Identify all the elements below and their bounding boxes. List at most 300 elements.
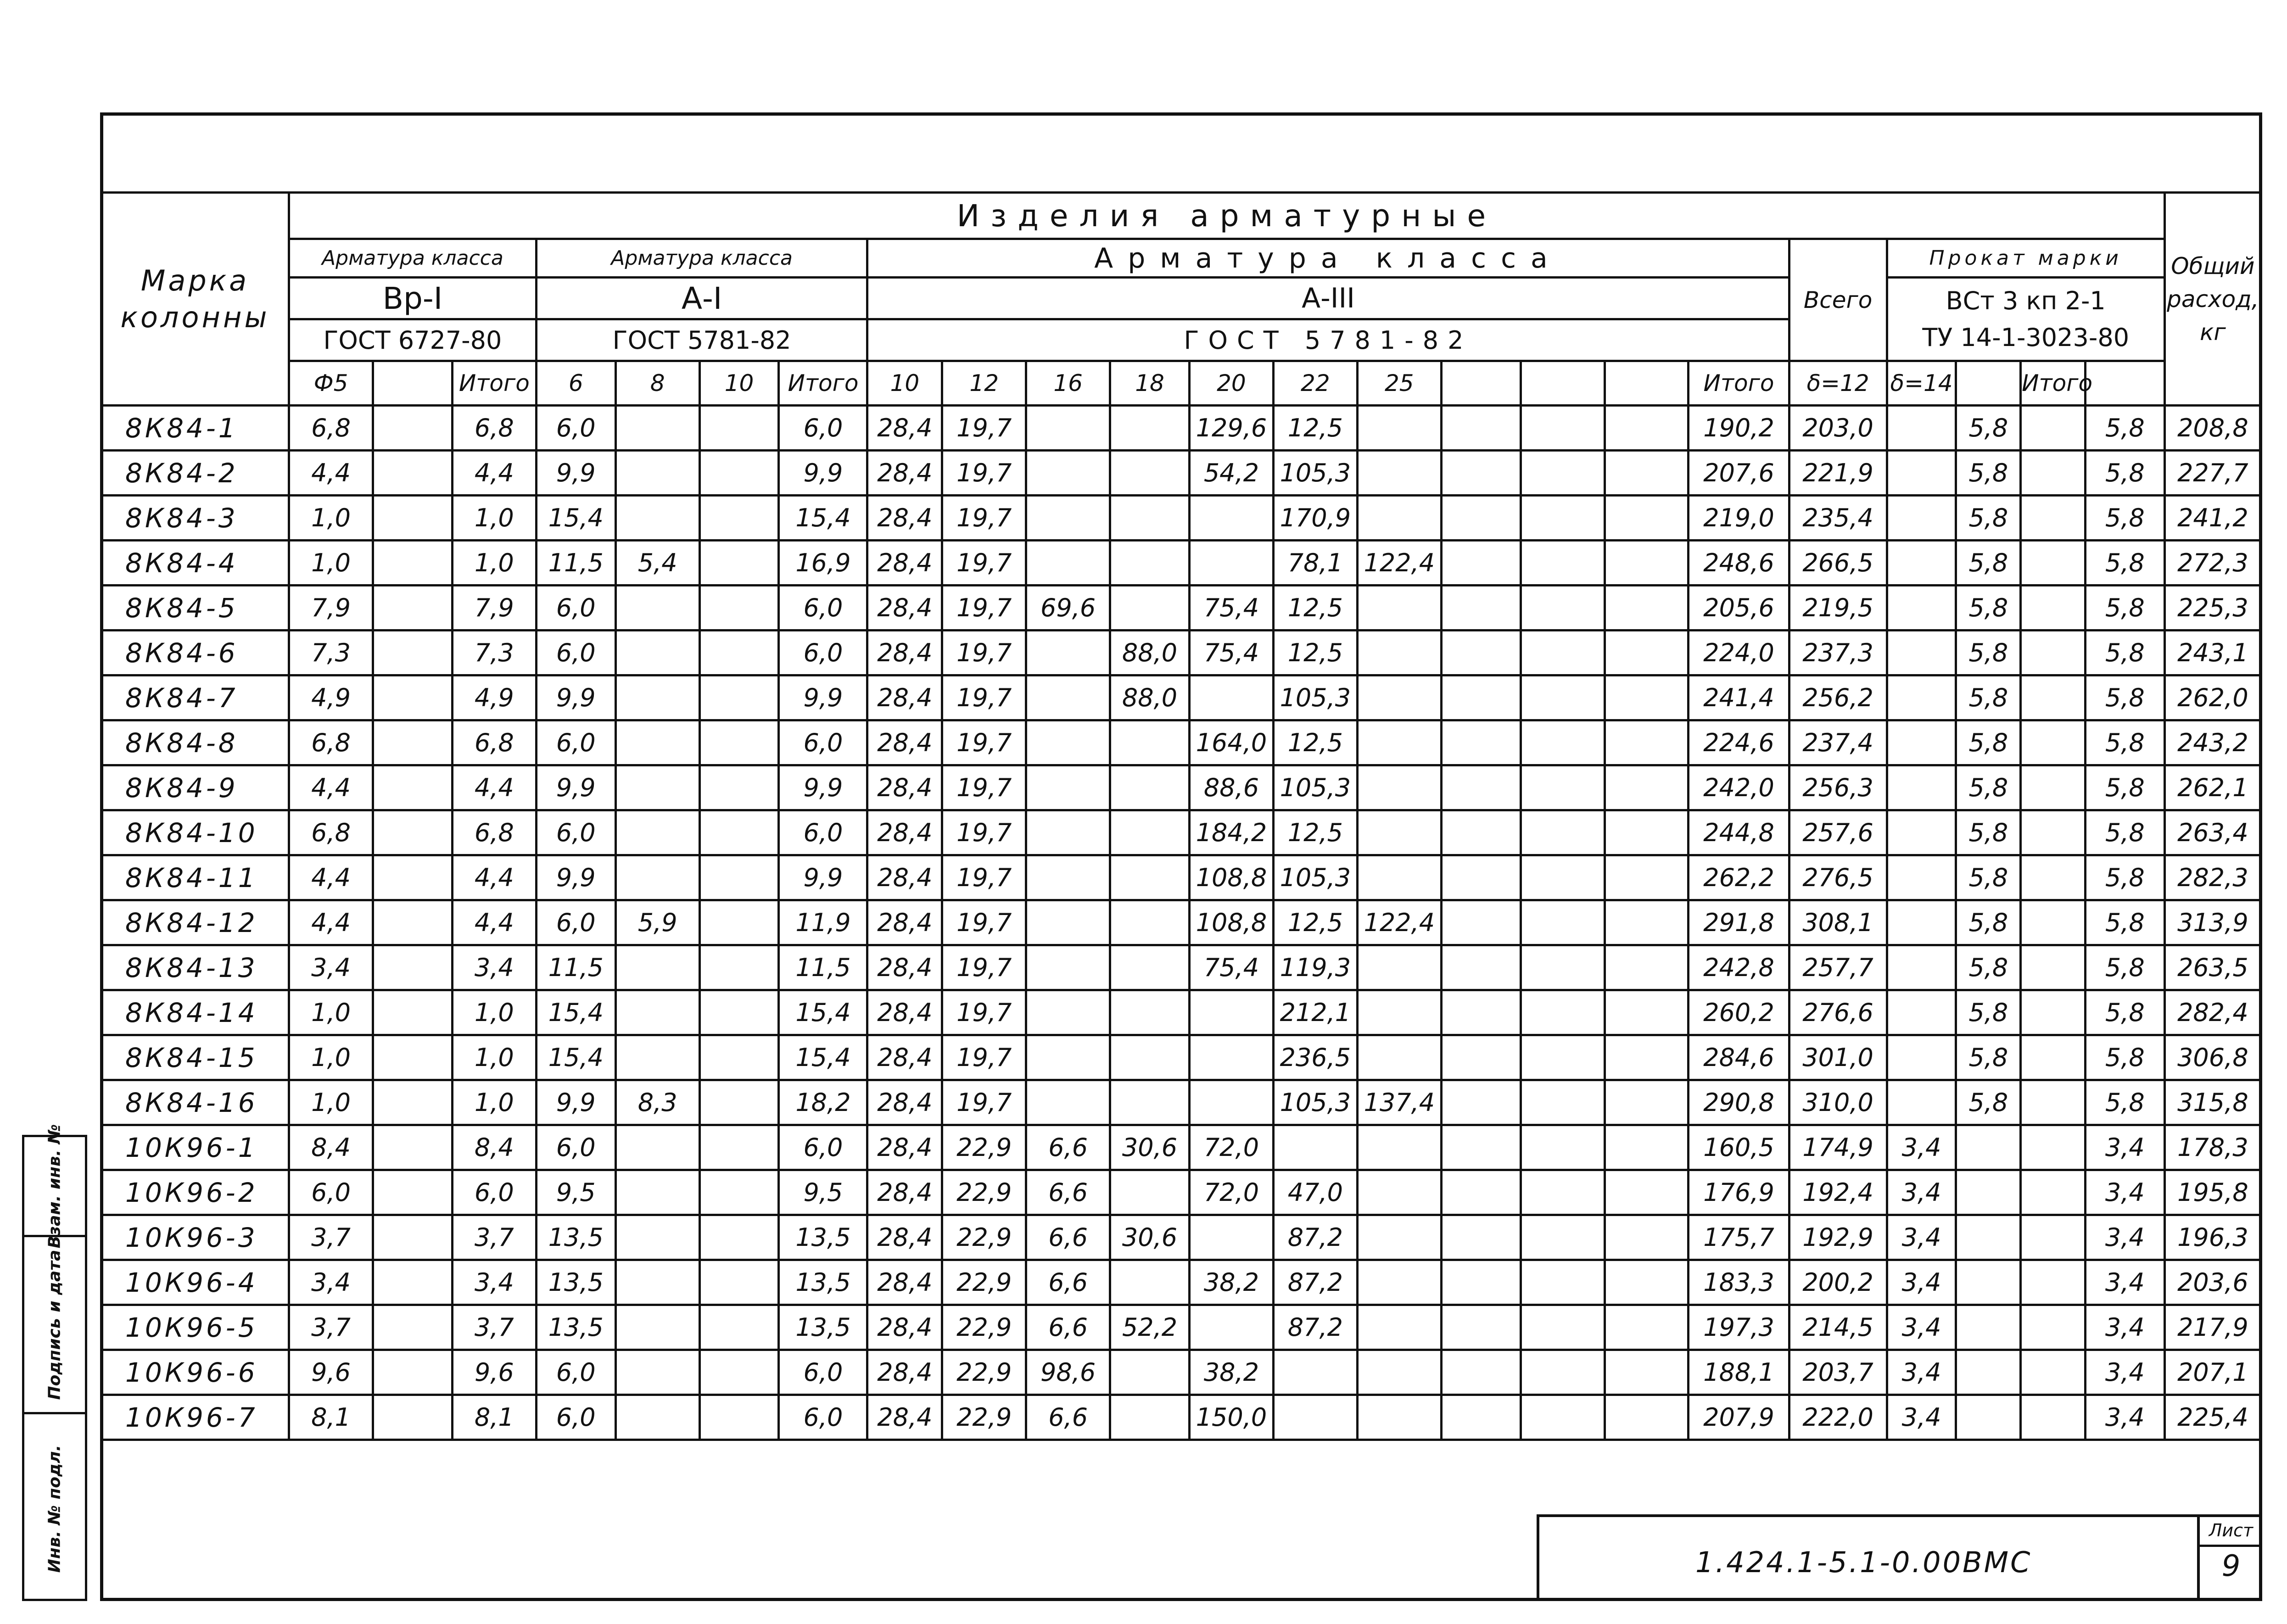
table-cell <box>2021 406 2086 451</box>
table-cell: 8,4 <box>289 1125 373 1170</box>
table-cell: 105,3 <box>1273 1080 1357 1125</box>
header-rolled-tu: ТУ 14-1-3023-80 <box>1922 323 2130 352</box>
table-cell <box>615 496 699 541</box>
table-cell <box>699 1305 779 1350</box>
table-cell: 6,6 <box>1026 1260 1110 1305</box>
side-inv-orig: Инв. № подл. <box>45 1445 64 1573</box>
table-cell: 1,0 <box>452 496 536 541</box>
table-cell: 12,5 <box>1273 900 1357 945</box>
table-cell: 19,7 <box>942 541 1026 586</box>
table-cell <box>1357 855 1441 900</box>
table-cell: 5,9 <box>615 900 699 945</box>
table-cell <box>615 1035 699 1080</box>
table-cell <box>1273 1125 1357 1170</box>
table-cell: 256,2 <box>1789 675 1887 720</box>
table-cell: 214,5 <box>1789 1305 1887 1350</box>
table-cell <box>1110 406 1190 451</box>
table-cell: 5,8 <box>2085 586 2164 631</box>
table-cell: 4,9 <box>289 675 373 720</box>
table-cell <box>1441 496 1521 541</box>
table-cell <box>1110 586 1190 631</box>
table-cell <box>1521 855 1605 900</box>
table-cell: 9,9 <box>779 765 867 810</box>
table-cell: 3,4 <box>1887 1215 1956 1260</box>
table-cell: 5,8 <box>2085 810 2164 855</box>
subheader-sub_rolled-3: Итого <box>2021 361 2086 406</box>
table-cell: 19,7 <box>942 945 1026 990</box>
column-mark-cell: 8К84-16 <box>101 1080 289 1125</box>
table-cell: 5,8 <box>2085 1035 2164 1080</box>
table-cell: 13,5 <box>779 1215 867 1260</box>
table-cell <box>699 541 779 586</box>
table-cell <box>1887 720 1956 765</box>
table-cell <box>373 720 453 765</box>
side-inv-replace: Взам. инв. № <box>24 1137 85 1237</box>
table-cell <box>1441 541 1521 586</box>
table-cell: 9,9 <box>779 451 867 496</box>
table-cell: 266,5 <box>1789 541 1887 586</box>
table-cell: 5,8 <box>1956 855 2021 900</box>
table-cell <box>615 1305 699 1350</box>
table-cell: 19,7 <box>942 900 1026 945</box>
table-cell: 237,4 <box>1789 720 1887 765</box>
table-cell: 184,2 <box>1189 810 1273 855</box>
table-cell <box>1441 945 1521 990</box>
table-cell: 308,1 <box>1789 900 1887 945</box>
table-row <box>101 765 2261 810</box>
table-cell <box>1521 1395 1605 1440</box>
table-cell <box>1605 1080 1689 1125</box>
table-cell <box>373 496 453 541</box>
table-cell: 6,8 <box>289 720 373 765</box>
table-cell: 88,0 <box>1110 675 1190 720</box>
table-cell: 225,3 <box>2164 586 2261 631</box>
table-cell <box>1110 496 1190 541</box>
table-cell: 88,0 <box>1110 631 1190 675</box>
table-cell <box>1357 720 1441 765</box>
table-cell: 241,2 <box>2164 496 2261 541</box>
table-cell: 315,8 <box>2164 1080 2261 1125</box>
table-cell <box>1026 631 1110 675</box>
table-cell <box>1605 586 1689 631</box>
table-cell <box>1521 990 1605 1035</box>
table-cell <box>1357 1125 1441 1170</box>
table-cell: 28,4 <box>867 1395 942 1440</box>
table-cell: 3,4 <box>289 945 373 990</box>
table-cell: 5,8 <box>1956 406 2021 451</box>
table-cell: 257,6 <box>1789 810 1887 855</box>
table-cell: 5,8 <box>1956 765 2021 810</box>
table-cell: 5,8 <box>2085 765 2164 810</box>
table-row <box>101 810 2261 855</box>
table-cell <box>1887 855 1956 900</box>
table-cell: 1,0 <box>452 1035 536 1080</box>
table-cell: 19,7 <box>942 720 1026 765</box>
table-cell <box>2021 496 2086 541</box>
table-cell: 28,4 <box>867 945 942 990</box>
table-row <box>101 1305 2261 1350</box>
subheader-sub_rolled-2 <box>1956 361 2021 406</box>
table-cell: 22,9 <box>942 1170 1026 1215</box>
table-cell <box>1521 1035 1605 1080</box>
table-cell <box>615 675 699 720</box>
table-cell: 203,7 <box>1789 1350 1887 1395</box>
column-mark-cell: 8К84-9 <box>101 765 289 810</box>
table-cell <box>1441 1125 1521 1170</box>
table-cell: 19,7 <box>942 810 1026 855</box>
table-cell <box>1521 631 1605 675</box>
table-cell <box>1441 586 1521 631</box>
table-cell: 174,9 <box>1789 1125 1887 1170</box>
header-class-a3: А-III <box>867 278 1789 319</box>
column-mark-cell: 8К84-11 <box>101 855 289 900</box>
table-cell: 9,5 <box>536 1170 615 1215</box>
table-cell: 3,4 <box>2085 1125 2164 1170</box>
table-cell <box>1026 945 1110 990</box>
table-cell <box>2021 990 2086 1035</box>
table-row <box>101 1350 2261 1395</box>
table-cell: 28,4 <box>867 406 942 451</box>
table-cell <box>1605 945 1689 990</box>
table-row <box>101 1395 2261 1440</box>
table-cell: 207,6 <box>1689 451 1789 496</box>
table-row <box>101 990 2261 1035</box>
table-cell: 4,4 <box>452 451 536 496</box>
table-cell <box>1441 631 1521 675</box>
table-cell <box>1887 406 1956 451</box>
subheader-sub_a3-3: 18 <box>1110 361 1190 406</box>
table-cell <box>373 1125 453 1170</box>
table-cell <box>1521 765 1605 810</box>
table-cell <box>1887 810 1956 855</box>
table-cell <box>1441 990 1521 1035</box>
table-cell <box>615 765 699 810</box>
table-cell <box>2021 765 2086 810</box>
table-cell <box>1357 1035 1441 1080</box>
table-cell: 19,7 <box>942 496 1026 541</box>
table-cell: 6,0 <box>536 1395 615 1440</box>
table-cell: 175,7 <box>1689 1215 1789 1260</box>
table-cell: 236,5 <box>1273 1035 1357 1080</box>
table-cell: 4,4 <box>452 900 536 945</box>
table-cell <box>1605 451 1689 496</box>
table-cell: 6,0 <box>779 1350 867 1395</box>
table-cell <box>1273 1350 1357 1395</box>
table-cell <box>2021 541 2086 586</box>
table-cell <box>373 810 453 855</box>
subheader-sub_a3-4: 20 <box>1189 361 1273 406</box>
table-cell <box>699 631 779 675</box>
table-cell <box>1605 1215 1689 1260</box>
table-cell: 221,9 <box>1789 451 1887 496</box>
table-cell <box>1887 541 1956 586</box>
subheader-sub_vr-0: Ф5 <box>289 361 373 406</box>
header-total: Всего <box>1789 239 1887 361</box>
table-cell <box>2021 1350 2086 1395</box>
table-cell <box>2021 1395 2086 1440</box>
table-cell <box>1605 810 1689 855</box>
table-cell: 28,4 <box>867 1125 942 1170</box>
table-cell: 6,0 <box>779 631 867 675</box>
table-cell <box>1026 990 1110 1035</box>
table-cell: 5,8 <box>2085 1080 2164 1125</box>
column-mark-cell: 8К84-12 <box>101 900 289 945</box>
table-cell <box>1521 1080 1605 1125</box>
subheader-sub_a3-6: 25 <box>1357 361 1441 406</box>
table-cell: 207,1 <box>2164 1350 2261 1395</box>
table-cell <box>1887 586 1956 631</box>
table-cell <box>1605 496 1689 541</box>
table-cell: 9,6 <box>289 1350 373 1395</box>
table-cell <box>373 1395 453 1440</box>
column-mark-cell: 8К84-8 <box>101 720 289 765</box>
table-cell: 5,8 <box>1956 451 2021 496</box>
table-cell: 192,9 <box>1789 1215 1887 1260</box>
table-row <box>101 945 2261 990</box>
table-cell <box>699 586 779 631</box>
table-cell <box>373 1350 453 1395</box>
table-cell: 241,4 <box>1689 675 1789 720</box>
table-cell <box>373 631 453 675</box>
table-cell: 3,7 <box>452 1305 536 1350</box>
table-cell <box>1026 810 1110 855</box>
table-cell: 19,7 <box>942 406 1026 451</box>
table-cell: 19,7 <box>942 586 1026 631</box>
table-cell <box>615 855 699 900</box>
table-cell <box>1441 1215 1521 1260</box>
table-cell: 1,0 <box>289 541 373 586</box>
table-cell <box>699 1350 779 1395</box>
table-cell <box>1521 945 1605 990</box>
table-cell <box>615 451 699 496</box>
table-cell: 195,8 <box>2164 1170 2261 1215</box>
table-cell <box>1605 765 1689 810</box>
table-cell: 225,4 <box>2164 1395 2261 1440</box>
table-row <box>101 855 2261 900</box>
table-cell: 3,4 <box>1887 1305 1956 1350</box>
subheader-sub_a1-0: 6 <box>536 361 615 406</box>
table-row <box>101 631 2261 675</box>
table-cell <box>1605 1350 1689 1395</box>
table-cell <box>1189 1035 1273 1080</box>
header-gost-vr: ГОСТ 6727-80 <box>289 319 537 361</box>
table-cell <box>1357 1170 1441 1215</box>
table-cell <box>1521 675 1605 720</box>
table-cell <box>1110 990 1190 1035</box>
table-cell <box>1441 1395 1521 1440</box>
table-cell: 9,9 <box>779 855 867 900</box>
table-cell: 6,0 <box>779 1395 867 1440</box>
table-cell: 301,0 <box>1789 1035 1887 1080</box>
table-cell <box>2021 1080 2086 1125</box>
subheader-sub_a1-2: 10 <box>699 361 779 406</box>
table-cell <box>1441 855 1521 900</box>
table-row <box>101 1260 2261 1305</box>
table-cell <box>1441 720 1521 765</box>
table-cell: 3,4 <box>289 1260 373 1305</box>
table-cell: 13,5 <box>536 1215 615 1260</box>
table-cell: 4,4 <box>289 855 373 900</box>
document-code: 1.424.1-5.1-0.00ВМС <box>1695 1546 2032 1579</box>
table-cell <box>615 631 699 675</box>
header-class-label-a3: Арматура класса <box>867 239 1789 278</box>
table-cell <box>1956 1260 2021 1305</box>
table-cell <box>2021 1305 2086 1350</box>
table-cell <box>699 1215 779 1260</box>
table-cell: 6,6 <box>1026 1215 1110 1260</box>
table-cell <box>1357 1395 1441 1440</box>
table-cell: 5,8 <box>1956 586 2021 631</box>
sheet-box <box>2197 1517 2262 1601</box>
table-cell <box>1110 1080 1190 1125</box>
table-cell: 75,4 <box>1189 631 1273 675</box>
table-cell <box>615 1125 699 1170</box>
table-cell: 22,9 <box>942 1125 1026 1170</box>
table-cell: 276,5 <box>1789 855 1887 900</box>
table-cell: 183,3 <box>1689 1260 1789 1305</box>
table-cell <box>373 1260 453 1305</box>
table-cell: 6,0 <box>536 1350 615 1395</box>
table-empty-cell <box>101 1440 2261 1506</box>
table-cell <box>373 945 453 990</box>
subheader-sub_a3-1: 12 <box>942 361 1026 406</box>
table-cell <box>699 855 779 900</box>
table-cell <box>1605 1260 1689 1305</box>
table-cell: 3,4 <box>1887 1170 1956 1215</box>
table-cell <box>373 990 453 1035</box>
table-cell <box>615 1170 699 1215</box>
table-cell <box>1956 1395 2021 1440</box>
table-cell: 6,0 <box>536 1125 615 1170</box>
table-cell: 188,1 <box>1689 1350 1789 1395</box>
table-cell <box>2021 631 2086 675</box>
table-cell: 9,6 <box>452 1350 536 1395</box>
column-mark-cell: 10К96-2 <box>101 1170 289 1215</box>
table-cell <box>373 406 453 451</box>
table-cell: 3,4 <box>2085 1305 2164 1350</box>
table-cell <box>1110 451 1190 496</box>
table-cell: 176,9 <box>1689 1170 1789 1215</box>
table-cell: 28,4 <box>867 1080 942 1125</box>
table-cell: 6,8 <box>452 810 536 855</box>
table-cell: 28,4 <box>867 451 942 496</box>
column-mark-cell: 8К84-13 <box>101 945 289 990</box>
table-cell: 11,5 <box>779 945 867 990</box>
table-cell: 3,4 <box>2085 1350 2164 1395</box>
table-cell: 5,8 <box>1956 1080 2021 1125</box>
table-cell: 9,9 <box>536 1080 615 1125</box>
table-cell: 6,0 <box>536 406 615 451</box>
table-cell: 5,8 <box>2085 541 2164 586</box>
table-cell: 219,5 <box>1789 586 1887 631</box>
table-cell: 5,8 <box>2085 496 2164 541</box>
table-cell <box>1956 1125 2021 1170</box>
table-cell <box>1026 496 1110 541</box>
table-cell: 262,1 <box>2164 765 2261 810</box>
table-cell: 197,3 <box>1689 1305 1789 1350</box>
table-cell <box>1441 1170 1521 1215</box>
table-cell: 28,4 <box>867 1035 942 1080</box>
table-cell: 170,9 <box>1273 496 1357 541</box>
table-cell <box>1273 1395 1357 1440</box>
table-cell <box>1521 1260 1605 1305</box>
table-cell: 306,8 <box>2164 1035 2261 1080</box>
table-cell <box>2021 720 2086 765</box>
table-cell: 190,2 <box>1689 406 1789 451</box>
table-row <box>101 406 2261 451</box>
table-cell: 6,6 <box>1026 1170 1110 1215</box>
table-cell <box>1357 765 1441 810</box>
table-cell: 8,3 <box>615 1080 699 1125</box>
table-cell <box>1357 945 1441 990</box>
table-row <box>101 1035 2261 1080</box>
table-cell <box>1521 586 1605 631</box>
header-rolled-spec <box>1887 278 2164 361</box>
table-cell <box>2021 945 2086 990</box>
header-overall: Общий расход, кг <box>2164 193 2261 406</box>
table-cell <box>699 900 779 945</box>
table-cell: 5,8 <box>2085 990 2164 1035</box>
table-cell: 5,8 <box>1956 631 2021 675</box>
table-cell: 7,9 <box>452 586 536 631</box>
table-cell: 6,0 <box>289 1170 373 1215</box>
table-cell: 257,7 <box>1789 945 1887 990</box>
table-cell: 19,7 <box>942 1080 1026 1125</box>
table-cell: 28,4 <box>867 720 942 765</box>
table-cell: 6,0 <box>536 900 615 945</box>
table-cell: 208,8 <box>2164 406 2261 451</box>
table-cell: 282,4 <box>2164 990 2261 1035</box>
table-cell <box>373 765 453 810</box>
table-cell: 203,6 <box>2164 1260 2261 1305</box>
table-cell <box>1026 1035 1110 1080</box>
table-cell: 178,3 <box>2164 1125 2261 1170</box>
table-cell: 15,4 <box>536 496 615 541</box>
table-cell: 244,8 <box>1689 810 1789 855</box>
table-cell <box>1189 541 1273 586</box>
table-cell <box>699 1035 779 1080</box>
table-cell: 5,8 <box>2085 631 2164 675</box>
table-cell: 72,0 <box>1189 1125 1273 1170</box>
table-cell <box>2021 451 2086 496</box>
table-cell: 5,8 <box>2085 720 2164 765</box>
table-cell <box>1441 1260 1521 1305</box>
table-cell: 78,1 <box>1273 541 1357 586</box>
table-cell: 3,4 <box>1887 1260 1956 1305</box>
column-mark-cell: 8К84-15 <box>101 1035 289 1080</box>
table-cell: 19,7 <box>942 451 1026 496</box>
table-cell: 5,8 <box>1956 945 2021 990</box>
table-cell <box>1189 1080 1273 1125</box>
column-mark-cell: 10К96-1 <box>101 1125 289 1170</box>
table-cell: 263,5 <box>2164 945 2261 990</box>
table-cell: 243,2 <box>2164 720 2261 765</box>
table-cell <box>1521 406 1605 451</box>
table-cell: 15,4 <box>536 990 615 1035</box>
table-cell: 12,5 <box>1273 406 1357 451</box>
table-cell: 4,9 <box>452 675 536 720</box>
table-cell: 6,8 <box>452 720 536 765</box>
table-cell: 13,5 <box>779 1260 867 1305</box>
title-block <box>1537 1514 2262 1601</box>
table-cell <box>1110 1395 1190 1440</box>
table-cell <box>373 1305 453 1350</box>
column-mark-cell: 8К84-4 <box>101 541 289 586</box>
table-cell <box>1605 990 1689 1035</box>
table-cell <box>373 1035 453 1080</box>
side-sign-date: Подпись и дата <box>24 1237 85 1414</box>
table-cell <box>615 945 699 990</box>
